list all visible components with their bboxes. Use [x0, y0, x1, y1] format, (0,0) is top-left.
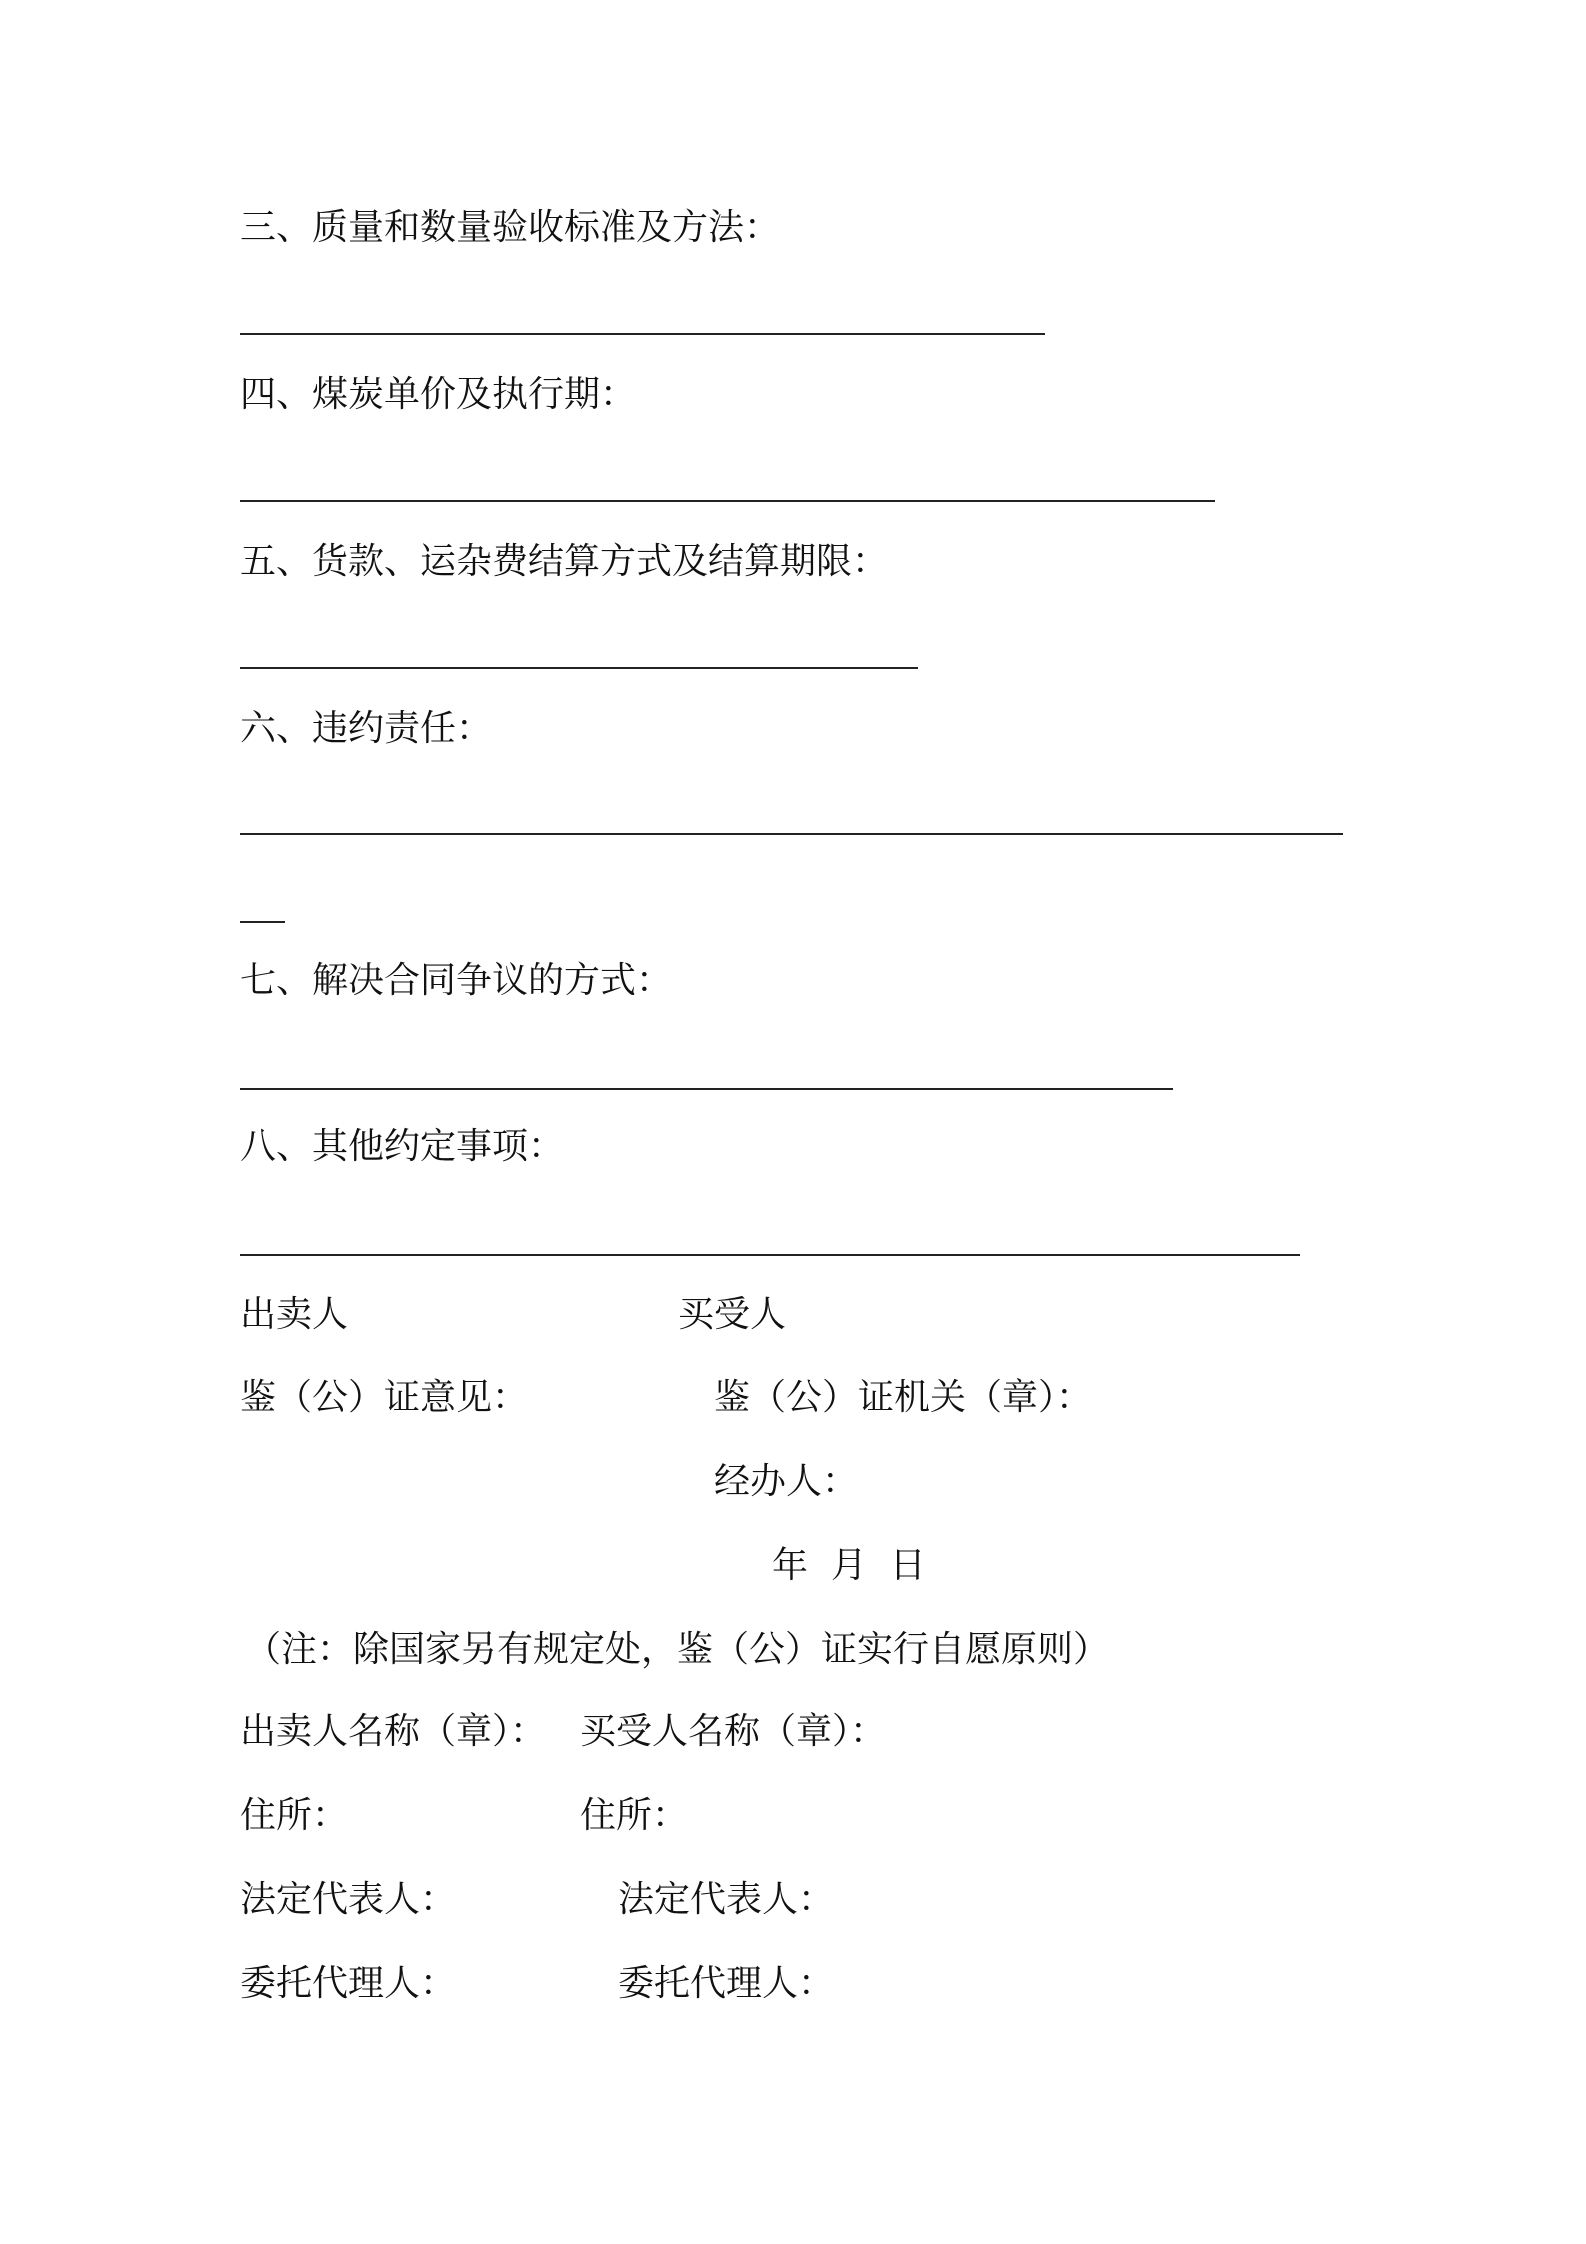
notary-opinion-label: 鉴（公）证意见：: [240, 1377, 529, 1418]
notary-handler-label: 经办人：: [714, 1461, 859, 1502]
fill-line-dispute[interactable]: [240, 1088, 1173, 1090]
seller-address-label: 住所：: [240, 1795, 349, 1836]
notary-office-label: 鉴（公）证机关（章）：: [714, 1377, 1093, 1418]
buyer-address-label: 住所：: [580, 1795, 689, 1836]
seller-agent-label: 委托代理人：: [240, 1963, 457, 2004]
seller-name-label: 出卖人名称（章）：: [240, 1711, 547, 1752]
seller-legal-rep-label: 法定代表人：: [240, 1879, 457, 1920]
fill-line-settlement[interactable]: [240, 667, 918, 669]
section-heading-quality: 三、质量和数量验收标准及方法：: [240, 207, 781, 248]
section-heading-liability: 六、违约责任：: [240, 708, 493, 749]
seller-label: 出卖人: [240, 1294, 349, 1335]
fill-line-price[interactable]: [240, 500, 1215, 502]
fill-line-liability-continued[interactable]: [240, 921, 285, 923]
fill-line-liability[interactable]: [240, 833, 1343, 835]
buyer-label: 买受人: [678, 1294, 787, 1335]
notary-date-label: 年 月 日: [772, 1545, 926, 1586]
buyer-agent-label: 委托代理人：: [618, 1963, 835, 2004]
section-heading-dispute: 七、解决合同争议的方式：: [240, 960, 673, 1001]
buyer-legal-rep-label: 法定代表人：: [618, 1879, 835, 1920]
section-heading-price: 四、煤炭单价及执行期：: [240, 374, 637, 415]
section-heading-settlement: 五、货款、运杂费结算方式及结算期限：: [240, 541, 889, 582]
voluntary-note: （注：除国家另有规定处，鉴（公）证实行自愿原则）: [245, 1629, 1110, 1670]
buyer-name-label: 买受人名称（章）：: [580, 1711, 887, 1752]
fill-line-quality[interactable]: [240, 333, 1045, 335]
fill-line-other[interactable]: [240, 1254, 1300, 1256]
section-heading-other: 八、其他约定事项：: [240, 1126, 565, 1167]
